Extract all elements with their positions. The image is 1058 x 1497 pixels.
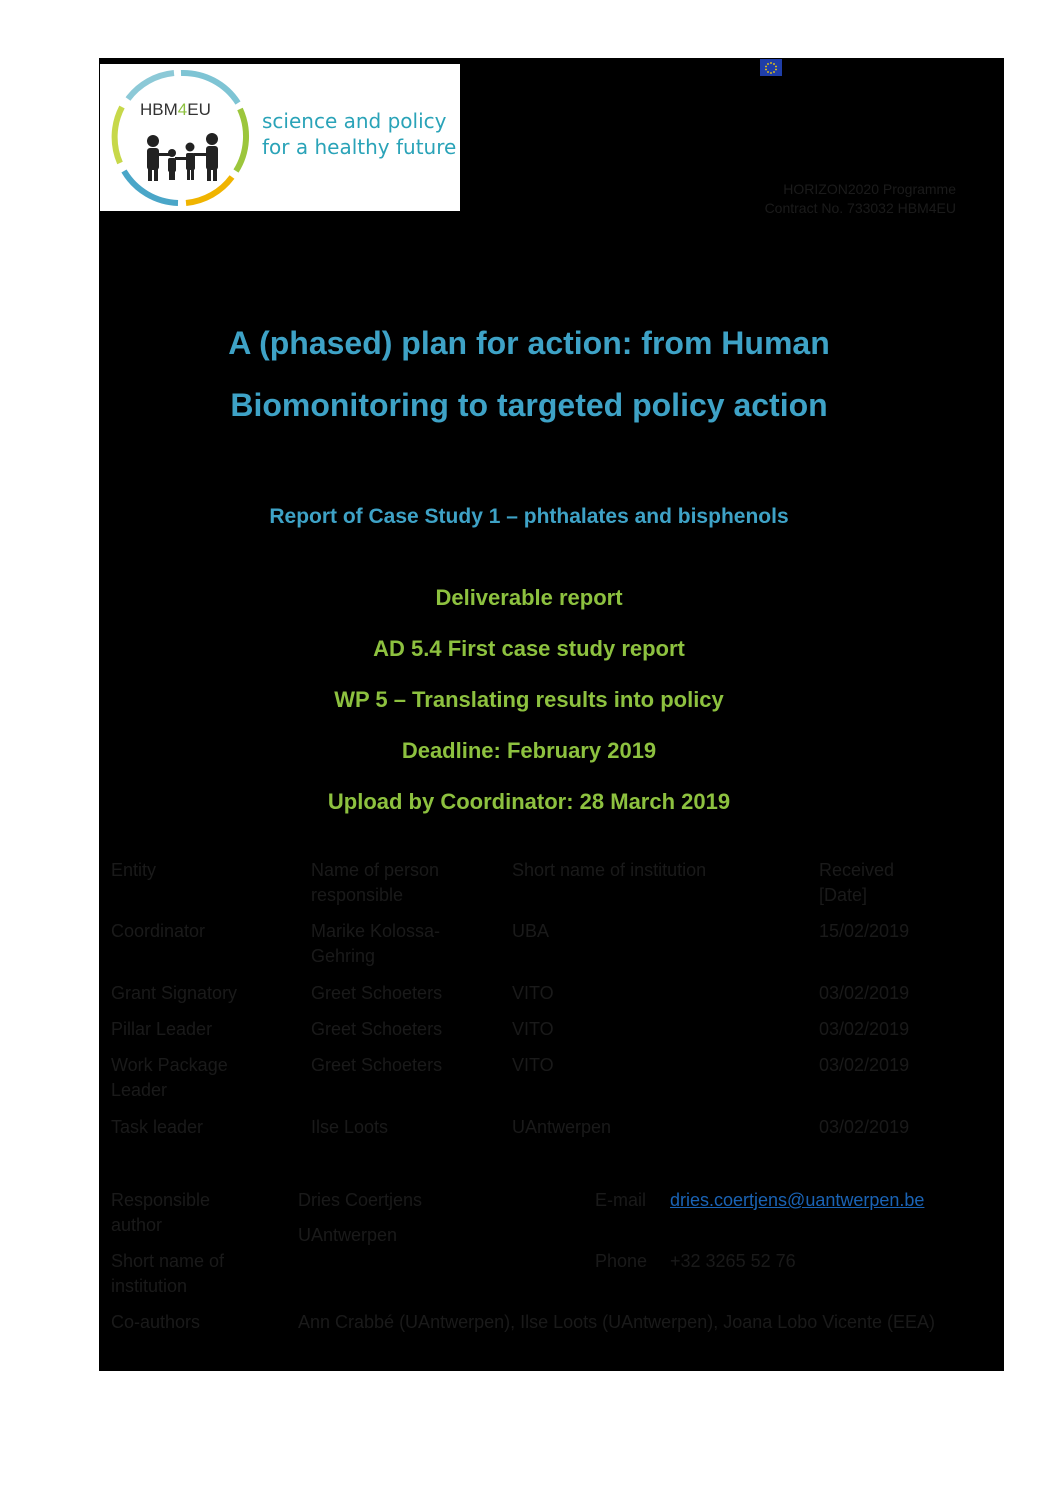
table-row-name: Greet Schoeters	[311, 983, 443, 1003]
header-received: Received [Date]	[819, 860, 895, 905]
program-name: HORIZON2020 Programme	[783, 181, 956, 197]
phone-label: Phone	[595, 1251, 648, 1271]
coauthors-label: Co-authors	[111, 1312, 201, 1332]
title-line-1: A (phased) plan for action: from Human	[228, 325, 830, 361]
institution-label: Short name of institution	[111, 1251, 225, 1296]
program-info	[765, 180, 956, 218]
table-row-date: 03/02/2019	[819, 1019, 910, 1039]
logo-tagline-1: science and policy	[262, 109, 447, 133]
title-line-2: Biomonitoring to targeted policy action	[230, 387, 828, 423]
cover-page-panel	[99, 58, 1004, 1371]
email-label: E-mail	[595, 1190, 647, 1210]
contract-number: Contract No. 733032 HBM4EU	[764, 200, 956, 216]
table-row-name: Marike Kolossa-Gehring	[311, 921, 441, 966]
table-row-date: 03/02/2019	[819, 1117, 910, 1137]
email-link[interactable]: dries.coertjens@uantwerpen.be	[670, 1190, 925, 1210]
eu-flag-icon	[760, 59, 782, 76]
table-row-name: Ilse Loots	[311, 1117, 389, 1137]
table-row-institution: VITO	[512, 983, 554, 1003]
author-name: Dries Coertjens	[298, 1190, 423, 1210]
work-package: WP 5 – Translating results into policy	[334, 687, 724, 712]
hbm4eu-logo	[100, 64, 460, 211]
deliverable-id: AD 5.4 First case study report	[373, 636, 685, 661]
table-row-institution: UAntwerpen	[512, 1117, 612, 1137]
author-institution: UAntwerpen	[298, 1225, 398, 1245]
table-row-name: Greet Schoeters	[311, 1019, 443, 1039]
upload-date: Upload by Coordinator: 28 March 2019	[327, 789, 731, 814]
table-row-entity: Coordinator	[111, 921, 206, 941]
document-subtitle: Report of Case Study 1 – phthalates and bisphenols	[269, 505, 789, 528]
deliverable-type: Deliverable report	[435, 585, 623, 610]
table-row-entity: Work Package Leader	[111, 1055, 228, 1100]
logo-name: HBM4EU	[140, 100, 211, 119]
deadline: Deadline: February 2019	[401, 738, 657, 763]
header-entity: Entity	[111, 860, 157, 880]
table-row-institution: VITO	[512, 1055, 554, 1075]
coauthors-list: Ann Crabbé (UAntwerpen), Ilse Loots (UAntwerpen), Joana Lobo Vicente (EEA)	[298, 1312, 936, 1332]
header-institution: Short name of institution	[512, 860, 707, 880]
table-row-entity: Pillar Leader	[111, 1019, 213, 1039]
table-row-entity: Grant Signatory	[111, 983, 238, 1003]
responsible-author-label: Responsible author	[111, 1190, 211, 1235]
phone-number: +32 3265 52 76	[670, 1251, 796, 1271]
table-row-institution: UBA	[512, 921, 550, 941]
table-row-date: 03/02/2019	[819, 1055, 910, 1075]
document-title	[99, 312, 959, 436]
table-row-name: Greet Schoeters	[311, 1055, 443, 1075]
header-person: Name of person responsible	[311, 860, 440, 905]
table-row-entity: Task leader	[111, 1117, 204, 1137]
logo-ring-icon	[108, 67, 254, 209]
table-row-institution: VITO	[512, 1019, 554, 1039]
logo-tagline-2: for a healthy future	[262, 135, 457, 159]
table-row-date: 15/02/2019	[819, 921, 910, 941]
table-row-date: 03/02/2019	[819, 983, 910, 1003]
